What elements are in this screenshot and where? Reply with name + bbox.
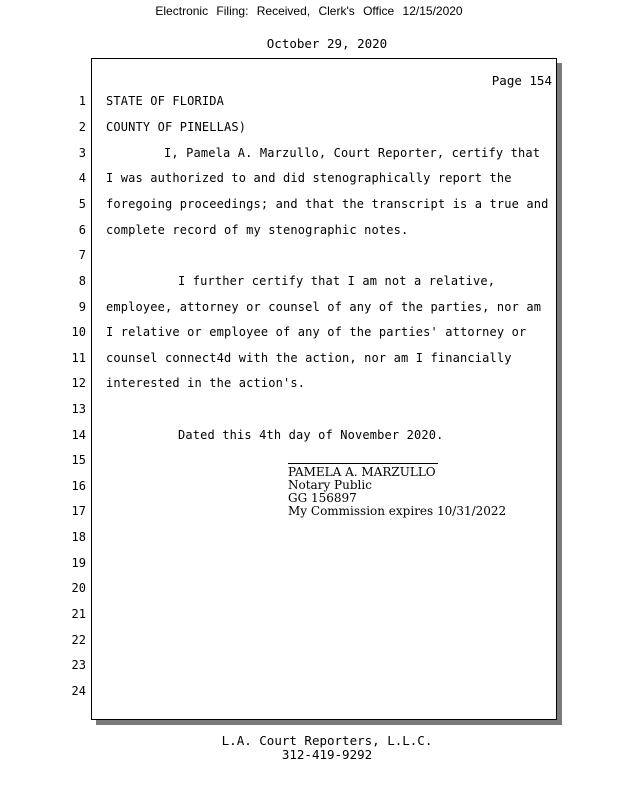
line-number: 13: [71, 402, 86, 416]
line-number: 5: [78, 197, 86, 211]
line-number: 19: [71, 556, 86, 570]
transcript-date: October 29, 2020: [266, 36, 388, 51]
line-number: 18: [71, 530, 86, 544]
line-number: 4: [78, 171, 86, 185]
page-number: Page 154: [491, 73, 552, 88]
signer-name: PAMELA A. MARZULLO: [288, 465, 436, 479]
line-number: 21: [71, 607, 86, 621]
line-number: 22: [71, 633, 86, 647]
line-text: Dated this 4th day of November 2020.: [178, 428, 444, 442]
line-number: 24: [71, 684, 86, 698]
line-number: 20: [71, 581, 86, 595]
line-number: 7: [78, 248, 86, 262]
footer-phone: 312-419-9292: [281, 747, 373, 762]
line-number: 1: [78, 94, 86, 108]
line-number: 23: [71, 658, 86, 672]
footer-company: L.A. Court Reporters, L.L.C.: [221, 733, 433, 748]
line-text: I further certify that I am not a relative,: [178, 274, 496, 288]
line-text: I relative or employee of any of the parties' attorney or: [106, 325, 527, 339]
line-text: complete record of my stenographic notes.: [106, 223, 409, 237]
filing-stamp: Electronic Filing: Received, Clerk's Office 12/15/2020: [155, 4, 463, 18]
line-number: 11: [71, 351, 86, 365]
line-text: counsel connect4d with the action, nor am I financially: [106, 351, 512, 365]
line-text: COUNTY OF PINELLAS): [106, 120, 247, 134]
line-text: STATE OF FLORIDA: [106, 94, 224, 108]
line-number: 10: [71, 325, 86, 339]
line-number: 6: [78, 223, 86, 237]
line-text: I, Pamela A. Marzullo, Court Reporter, certify that: [164, 146, 541, 160]
line-number: 12: [71, 376, 86, 390]
signature-line: [288, 463, 438, 464]
line-text: employee, attorney or counsel of any of the parties, nor am: [106, 300, 542, 314]
line-number: 15: [71, 453, 86, 467]
line-number: 9: [78, 300, 86, 314]
line-number: 17: [71, 504, 86, 518]
notary-id: GG 156897: [288, 491, 357, 505]
signer-title: Notary Public: [288, 478, 372, 492]
line-number: 14: [71, 428, 86, 442]
line-number: 8: [78, 274, 86, 288]
line-number: 16: [71, 479, 86, 493]
line-text: interested in the action's.: [106, 376, 306, 390]
line-text: I was authorized to and did stenographically report the: [106, 171, 512, 185]
commission-expiry: My Commission expires 10/31/2022: [288, 504, 507, 518]
line-number: 3: [78, 146, 86, 160]
line-number: 2: [78, 120, 86, 134]
line-text: foregoing proceedings; and that the transcript is a true and: [106, 197, 549, 211]
